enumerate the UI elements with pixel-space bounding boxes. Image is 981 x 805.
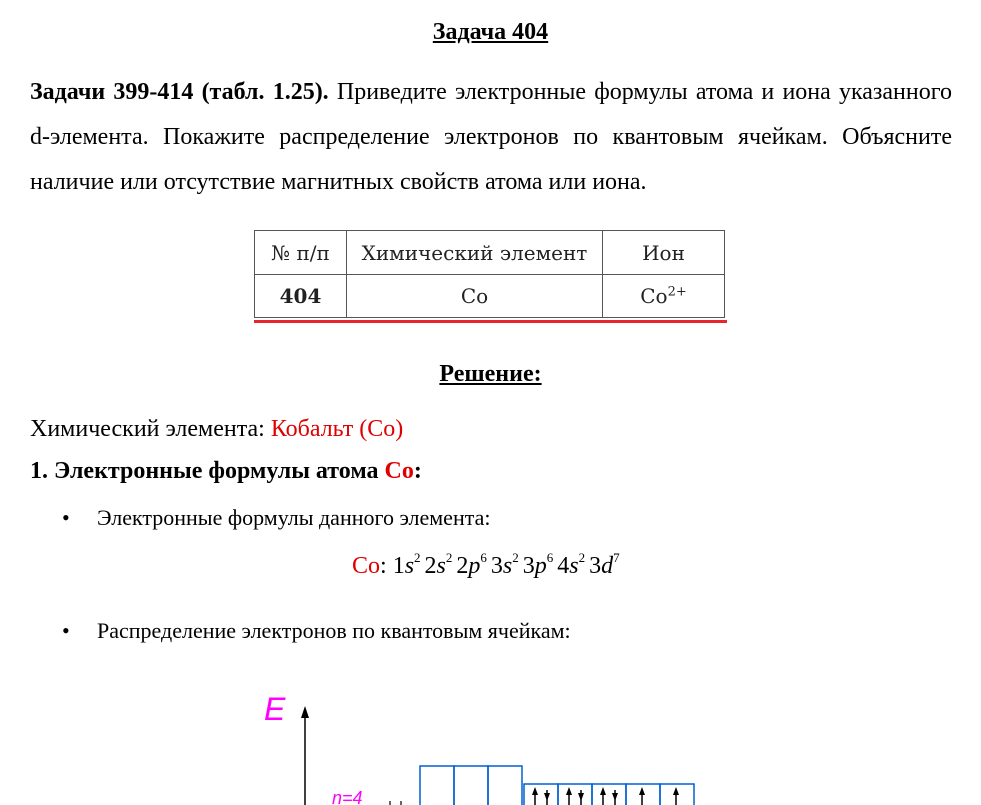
section-symbol: Co xyxy=(384,458,414,484)
bullet-text: Распределение электронов по квантовым ячейкам: xyxy=(97,618,571,643)
element-value: Кобальт (Co) xyxy=(270,416,404,442)
term-shell: 1 xyxy=(392,553,405,579)
section-heading xyxy=(30,458,422,485)
arrowhead-up xyxy=(566,787,572,795)
term-shell: 3 xyxy=(589,553,602,579)
table-header-ion: Ион xyxy=(603,231,725,275)
ion-base: Co xyxy=(640,284,668,308)
term-electrons: 7 xyxy=(613,550,620,565)
task-reference: Задачи 399-414 (табл. 1.25). xyxy=(30,79,329,105)
arrowhead-down xyxy=(544,793,550,801)
bullet-dot: • xyxy=(62,618,70,643)
element-table xyxy=(254,230,725,318)
electron-formula xyxy=(352,550,624,580)
electron-arrows xyxy=(535,790,676,805)
term-electrons: 2 xyxy=(512,550,519,565)
arrowhead-up xyxy=(639,787,645,795)
arrowhead-down xyxy=(578,793,584,801)
axis-arrowhead xyxy=(301,706,309,718)
cell-3d xyxy=(524,784,558,805)
electron-4s xyxy=(390,801,401,805)
term-shell: 2 xyxy=(424,553,437,579)
formula-term xyxy=(456,550,487,579)
bullet-dot: • xyxy=(62,505,70,530)
cells-4p xyxy=(420,766,522,805)
ion-charge: 2+ xyxy=(667,284,687,300)
page-title: Задача 404 xyxy=(432,19,549,45)
arrowhead-down xyxy=(612,793,618,801)
section-suffix: : xyxy=(413,458,422,484)
cell-4p xyxy=(488,766,522,805)
bullet-item xyxy=(62,505,491,531)
term-shell: 2 xyxy=(456,553,469,579)
term-orbital: s xyxy=(436,553,446,579)
formula-term xyxy=(589,550,620,579)
term-shell: 3 xyxy=(490,553,503,579)
task-text: Приведите электронные формулы атома и иона указанного d-элемента. Покажите распределение электронов по квантовым ячейкам. Объясните наличие или отсутствие магнитных свойств атома или иона. xyxy=(30,79,952,195)
task-description xyxy=(30,70,952,205)
term-electrons: 2 xyxy=(445,550,453,565)
term-orbital: s xyxy=(502,553,513,579)
table-cell-num: 404 xyxy=(255,275,347,318)
formula-terms xyxy=(392,550,624,579)
term-shell: 3 xyxy=(522,553,535,579)
solution-title: Решение: xyxy=(439,361,542,387)
cell-3d xyxy=(558,784,592,805)
formula-term xyxy=(424,550,453,579)
arrowhead-up xyxy=(532,787,538,795)
bullet-item xyxy=(62,618,571,644)
cells-3d xyxy=(524,784,694,805)
element-line xyxy=(30,416,403,443)
cell-4p xyxy=(454,766,488,805)
term-electrons: 6 xyxy=(480,550,487,565)
table-header-element: Химический элемент xyxy=(347,231,603,275)
term-electrons: 2 xyxy=(414,550,421,565)
term-orbital: p xyxy=(468,553,481,579)
table-cell-ion xyxy=(603,275,725,318)
element-label: Химический элемента: xyxy=(30,416,271,442)
formula-term xyxy=(522,550,554,579)
arrowhead-up xyxy=(673,787,679,795)
arrowheads xyxy=(532,787,679,801)
formula-term xyxy=(490,550,519,579)
formula-symbol: Co xyxy=(352,553,381,579)
arrowhead-up xyxy=(600,787,606,795)
formula-sep: : xyxy=(380,553,393,579)
term-shell: 4 xyxy=(557,553,570,579)
bullet-text: Электронные формулы данного элемента: xyxy=(97,505,491,530)
quantum-cells-diagram xyxy=(250,680,710,805)
term-electrons: 6 xyxy=(546,550,554,565)
table-cell-element: Co xyxy=(347,275,603,318)
table-header-num: № п/п xyxy=(255,231,347,275)
cell-4p xyxy=(420,766,454,805)
cell-3d xyxy=(592,784,626,805)
section-prefix: 1. Электронные формулы атома xyxy=(30,458,385,484)
term-orbital: d xyxy=(601,553,614,579)
term-orbital: s xyxy=(569,553,579,579)
formula-term xyxy=(392,550,421,579)
term-orbital: p xyxy=(534,553,547,579)
table-underline xyxy=(254,320,727,323)
term-orbital: s xyxy=(404,553,415,579)
term-electrons: 2 xyxy=(578,550,586,565)
energy-axis-label: E xyxy=(264,691,286,727)
level-label: n=4 xyxy=(332,788,363,805)
formula-term xyxy=(557,550,586,579)
